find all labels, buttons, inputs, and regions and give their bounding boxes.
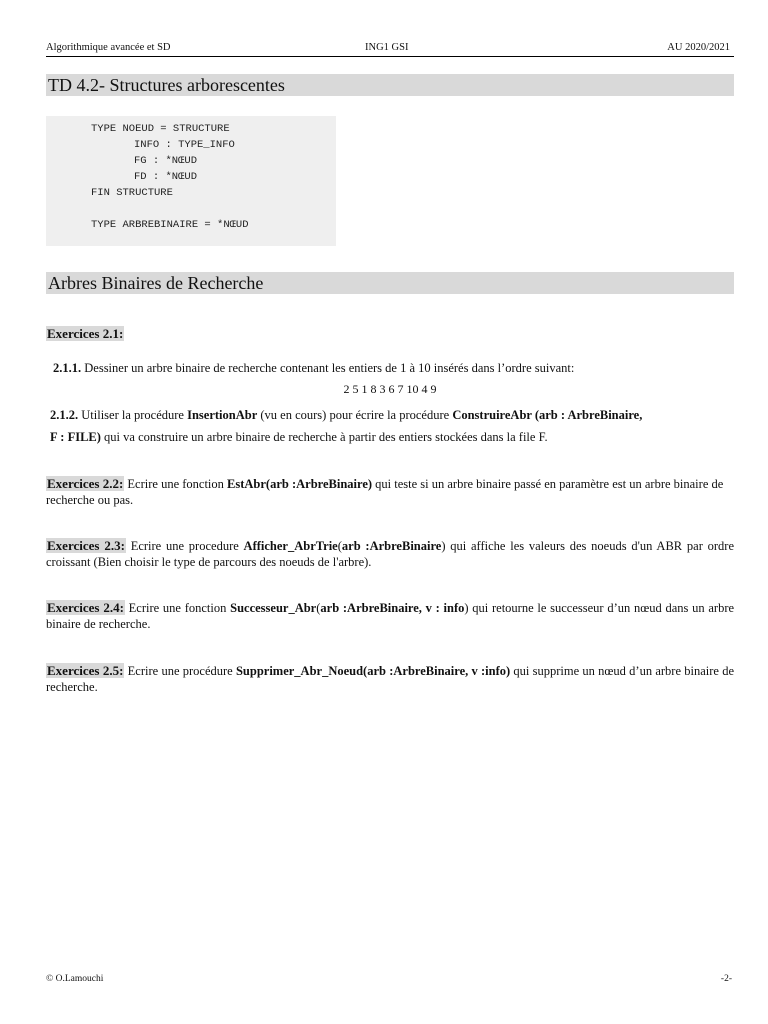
exercise-2-1-heading [46, 326, 734, 342]
procedure-signature: arb :ArbreBinaire [341, 539, 442, 553]
question-text: (vu en cours) pour écrire la procédure [260, 408, 450, 422]
exercise-text: ( [316, 601, 321, 615]
function-name: Successeur_Abr [230, 601, 317, 615]
section-title: Arbres Binaires de Recherche [46, 272, 734, 294]
number-sequence: 2 5 1 8 3 6 7 10 4 9 [343, 382, 437, 396]
function-signature: EstAbr(arb :ArbreBinaire) [227, 477, 373, 491]
exercise-text: ) qui affiche les valeurs des noeuds d'un ABR par ordre croissant (Bien choisir le type de parcours des noeuds de l'arbre). [46, 539, 734, 569]
function-signature: arb :ArbreBinaire, v : info [320, 601, 465, 615]
footer-page-number: -2- [720, 974, 732, 984]
exercise-label: Exercices 2.5: [47, 663, 124, 678]
exercise-text: Ecrire une fonction [127, 477, 224, 491]
page-header [46, 42, 734, 57]
exercise-2-5 [46, 663, 734, 695]
exercise-text: Ecrire une procedure [130, 539, 239, 553]
exercise-text: Ecrire une procédure [127, 664, 233, 678]
exercise-2-1-1 [53, 360, 733, 376]
exercise-label: Exercices 2.2: [47, 476, 124, 491]
code-line: TYPE ARBREBINAIRE = *NŒUD [91, 219, 249, 231]
exercise-label: Exercices 2.3: [47, 538, 125, 553]
header-course: Algorithmique avancée et SD [46, 42, 171, 53]
code-line: FIN STRUCTURE [91, 187, 173, 199]
exercise-label: Exercices 2.1: [47, 326, 124, 341]
exercise-2-4 [46, 600, 734, 632]
code-line: TYPE NOEUD = STRUCTURE [91, 123, 230, 135]
question-text: Dessiner un arbre binaire de recherche contenant les entiers de 1 à 10 insérés dans l’ordre suivant: [84, 361, 575, 375]
procedure-name: Afficher_AbrTrie [243, 539, 338, 553]
code-line: FG : *NŒUD [134, 155, 198, 167]
question-number: 2.1.1. [53, 361, 82, 375]
procedure-signature: Supprimer_Abr_Noeud(arb :ArbreBinaire, v :info) [235, 664, 511, 678]
exercise-text: Ecrire une fonction [128, 601, 227, 615]
exercise-label: Exercices 2.4: [47, 600, 124, 615]
question-text: qui va construire un arbre binaire de recherche à partir des entiers stockées dans la file F. [104, 430, 548, 444]
exercise-2-2 [46, 476, 734, 508]
footer-copyright: © O.Lamouchi [46, 974, 104, 984]
page-title: TD 4.2- Structures arborescentes [46, 74, 734, 96]
exercise-text: ) qui retourne le successeur d’un nœud dans un arbre binaire de recherche. [46, 601, 735, 631]
code-line: FD : *NŒUD [134, 171, 198, 183]
procedure-signature: F : FILE) [50, 430, 101, 444]
header-year: AU 2020/2021 [667, 42, 730, 53]
question-text: Utiliser la procédure [81, 408, 184, 422]
exercise-text: ( [337, 539, 342, 553]
exercise-2-1-2 [50, 404, 734, 448]
code-block [46, 116, 336, 246]
code-line: INFO : TYPE_INFO [134, 139, 235, 151]
exercise-text: qui teste si un arbre binaire passé en paramètre est un arbre binaire de recherche ou pas. [46, 477, 724, 507]
exercise-2-3 [46, 538, 734, 570]
procedure-signature: ConstruireAbr (arb : ArbreBinaire, [452, 408, 643, 422]
header-class: ING1 GSI [365, 42, 409, 53]
question-number: 2.1.2. [50, 408, 79, 422]
exercise-text: qui supprime un nœud d’un arbre binaire de recherche. [46, 664, 735, 694]
procedure-name: InsertionAbr [187, 408, 258, 422]
